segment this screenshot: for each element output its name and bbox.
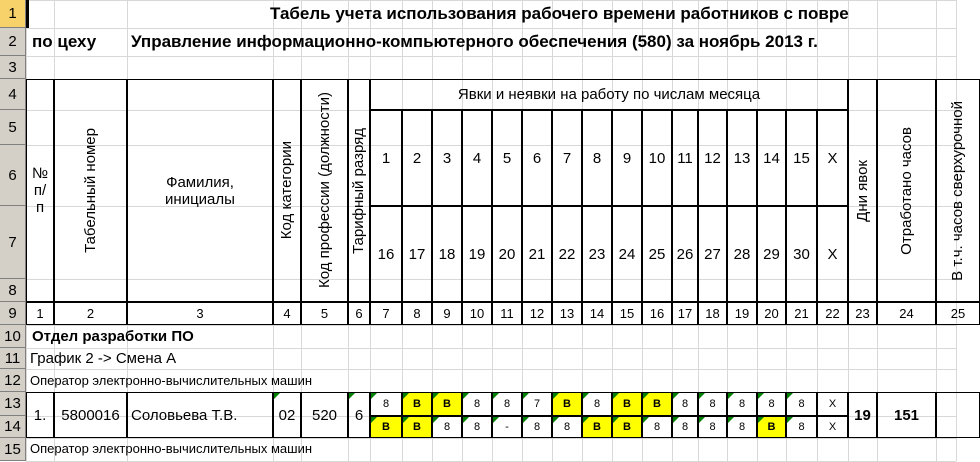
header-num: № п/ п [26,79,54,302]
employee-day-top-13: 8 [727,392,757,416]
employee-day-top-14: 8 [757,392,786,416]
employee-day-bottom-9: В [612,416,642,438]
section-profession: Оператор электронно-вычислительных машин [30,373,313,388]
employee-day-bottom-16: X [817,416,848,438]
col-number-23: 23 [848,302,877,325]
day-top-14: 14 [757,110,786,206]
day-top-2: 2 [402,110,432,206]
col-number-10: 10 [462,302,492,325]
day-bottom-8: 23 [582,206,612,302]
employee-kod-prof: 520 [301,392,348,438]
employee-sverh [936,392,980,438]
header-otrab [877,79,936,302]
employee-dni-yavok: 19 [848,392,877,438]
col-number-20: 20 [757,302,786,325]
day-top-15: 15 [786,110,817,206]
row-header-4[interactable]: 4 [0,79,26,110]
row15-profession: Оператор электронно-вычислительных машин [30,441,313,456]
row-header-15[interactable]: 15 [0,438,26,461]
employee-day-bottom-3: 8 [432,416,462,438]
day-top-4: 4 [462,110,492,206]
col-number-2: 2 [54,302,127,325]
employee-day-top-2: В [402,392,432,416]
employee-day-bottom-14: В [757,416,786,438]
day-bottom-14: 29 [757,206,786,302]
day-top-11: 11 [672,110,698,206]
day-bottom-13: 28 [727,206,757,302]
day-bottom-4: 19 [462,206,492,302]
employee-day-top-9: В [612,392,642,416]
employee-day-top-16: X [817,392,848,416]
col-number-24: 24 [877,302,936,325]
col-number-5: 5 [301,302,348,325]
day-bottom-6: 21 [522,206,552,302]
day-bottom-12: 27 [698,206,727,302]
employee-day-bottom-15: 8 [786,416,817,438]
col-number-6: 6 [348,302,370,325]
day-top-13: 13 [727,110,757,206]
day-top-5: 5 [492,110,522,206]
day-top-7: 7 [552,110,582,206]
employee-day-bottom-7: 8 [552,416,582,438]
employee-day-bottom-8: В [582,416,612,438]
employee-tarif: 6 [348,392,370,438]
day-top-10: 10 [642,110,672,206]
header-kod-kat-text: Код категории [278,141,296,240]
col-number-17: 17 [672,302,698,325]
row-header-7[interactable]: 7 [0,206,26,279]
col-number-16: 16 [642,302,672,325]
row-header-13[interactable]: 13 [0,392,26,416]
employee-fio: Соловьева Т.В. [127,392,273,438]
header-fio: Фамилия, инициалы [127,79,273,302]
employee-day-top-6: 7 [522,392,552,416]
col-number-9: 9 [432,302,462,325]
col-number-7: 7 [370,302,402,325]
row-header-3[interactable]: 3 [0,56,26,79]
header-kod-kat [273,79,301,302]
employee-day-bottom-5: - [492,416,522,438]
employee-day-top-5: 8 [492,392,522,416]
employee-day-bottom-12: 8 [698,416,727,438]
day-bottom-7: 22 [552,206,582,302]
day-top-1: 1 [370,110,402,206]
col-number-25: 25 [936,302,980,325]
row-header-8[interactable]: 8 [0,279,26,302]
employee-day-top-7: В [552,392,582,416]
day-top-3: 3 [432,110,462,206]
active-cell-indicator[interactable] [26,0,29,28]
col-number-1: 1 [26,302,54,325]
row-header-11[interactable]: 11 [0,348,26,369]
row-header-1[interactable]: 1 [0,0,26,28]
col-number-15: 15 [612,302,642,325]
sheet-title: Табель учета использования рабочего времени работников с повре [270,4,849,23]
employee-day-top-1: 8 [370,392,402,416]
col-number-14: 14 [582,302,612,325]
header-kod-prof-text: Код профессии (должности) [315,92,333,289]
day-top-6: 6 [522,110,552,206]
day-bottom-11: 26 [672,206,698,302]
header-tabnum [54,79,127,302]
day-top-9: 9 [612,110,642,206]
day-bottom-3: 18 [432,206,462,302]
row-header-9[interactable]: 9 [0,302,26,325]
subtitle-left: по цеху [32,32,97,51]
header-tarif [348,79,370,302]
row-header-6[interactable]: 6 [0,145,26,206]
employee-day-top-8: 8 [582,392,612,416]
gridline [26,56,956,57]
row-header-2[interactable]: 2 [0,28,26,56]
day-top-8: 8 [582,110,612,206]
col-number-21: 21 [786,302,817,325]
day-top-12: 12 [698,110,727,206]
col-number-3: 3 [127,302,273,325]
employee-day-top-10: В [642,392,672,416]
day-bottom-1: 16 [370,206,402,302]
header-kod-prof [301,79,348,302]
section-grafik: График 2 -> Смена А [30,350,177,367]
employee-num: 1. [26,392,54,438]
row-header-5[interactable]: 5 [0,110,26,145]
row-header-12[interactable]: 12 [0,369,26,392]
col-number-19: 19 [727,302,757,325]
col-number-11: 11 [492,302,522,325]
employee-tabnum: 5800016 [54,392,127,438]
day-bottom-2: 17 [402,206,432,302]
col-number-4: 4 [273,302,301,325]
header-sverh [936,79,980,302]
header-dni-yavok-text: Дни явок [853,159,871,222]
employee-day-bottom-4: 8 [462,416,492,438]
day-top-16: X [817,110,848,206]
employee-day-top-11: 8 [672,392,698,416]
header-tarif-text: Тарифный разряд [350,127,368,254]
day-bottom-10: 25 [642,206,672,302]
row-header-14[interactable]: 14 [0,416,26,438]
employee-day-bottom-10: 8 [642,416,672,438]
employee-day-bottom-6: 8 [522,416,552,438]
employee-kod-kat: 02 [273,392,301,438]
col-number-12: 12 [522,302,552,325]
col-number-13: 13 [552,302,582,325]
header-dni-yavok [848,79,877,302]
col-number-18: 18 [698,302,727,325]
day-bottom-15: 30 [786,206,817,302]
employee-day-top-15: 8 [786,392,817,416]
col-number-8: 8 [402,302,432,325]
employee-day-bottom-2: В [402,416,432,438]
day-bottom-9: 24 [612,206,642,302]
employee-day-bottom-1: В [370,416,402,438]
header-otrab-text: Отработано часов [897,126,915,255]
employee-day-top-4: 8 [462,392,492,416]
employee-day-top-3: В [432,392,462,416]
col-number-22: 22 [817,302,848,325]
day-bottom-5: 20 [492,206,522,302]
header-sverh-text: В т.ч. часов сверхурочной [949,100,967,281]
day-bottom-16: X [817,206,848,302]
subtitle-main: Управление информационно-компьютерного обеспечения (580) за ноябрь 2013 г. [131,32,818,51]
row-header-10[interactable]: 10 [0,325,26,348]
employee-day-bottom-13: 8 [727,416,757,438]
employee-day-top-12: 8 [698,392,727,416]
employee-day-bottom-11: 8 [672,416,698,438]
header-yavki: Явки и неявки на работу по числам месяца [370,79,848,110]
employee-otrab: 151 [877,392,936,438]
header-tabnum-text: Табельный номер [81,128,99,253]
section-otdel: Отдел разработки ПО [32,328,194,345]
